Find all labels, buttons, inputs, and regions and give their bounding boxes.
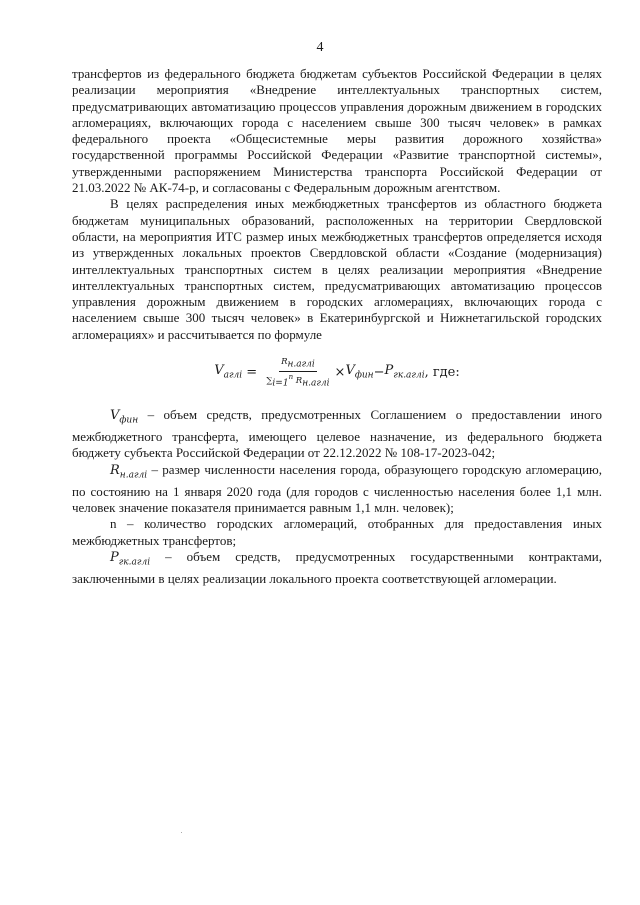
formula-vfin: $V_{фин}$ (345, 362, 374, 381)
formula-p: $P_{гк.аглi}$ (384, 362, 425, 381)
scan-speck (181, 832, 182, 833)
definition-p: $P_{гк.аглi}$ – объем средств, предусмотренных государственными контрактами, заключенными в целях реализации локального проекта соответствующей агломерации. (72, 548, 602, 586)
document-body (72, 66, 602, 587)
formula-tail: , где: (424, 365, 460, 380)
formula-lhs: $V_{аглi}$ (214, 362, 243, 381)
formula-fraction (264, 357, 331, 389)
definition-n: n – количество городских агломераций, отобранных для предоставления иных межбюджетных трансфертов; (72, 516, 602, 548)
definition-vfin: $V_{фин}$ – объем средств, предусмотренных Соглашением о предоставлении иного межбюджетного трансферта, имеющего целевое назначение, из федерального бюджета бюджету субъекта Российской Федерации от 22.12.2022 № 108-17-2023-042; (72, 407, 602, 461)
formula-numerator: $R_{н.аглi}$ (281, 357, 315, 370)
distribution-formula: $V_{аглi}$ = $\frac{R_{н.аглi}}{\sum_{i=1}^n R_{н.аглi}}$ × $V_{фин}$ − $P_{гк.аглi}$ , где: (214, 357, 460, 389)
page-number: 4 (316, 40, 324, 55)
formula-denominator: $\sum_{i=1}^n$ $R_{н.аглi}$ (266, 372, 330, 389)
paragraph-continuation: трансфертов из федерального бюджета бюджетам субъектов Российской Федерации в целях реализации мероприятия «Внедрение интеллектуальных транспортных систем, предусматривающих автоматизацию процессов управления дорожным движением в городских агломерациях, включающих города с населением свыше 300 тысяч человек» в рамках федерального проекта «Общесистемные меры развития дорожного хозяйства» государственной программы Российской Федерации «Развитие транспортной системы», утвержденными распоряжением Министерства транспорта Российской Федерации от 21.03.2022 № АК-74-р, и согласованы с Федеральным дорожным агентством. (72, 66, 602, 196)
definition-r: $R_{н.аглi}$ – размер численности населения города, образующего городскую агломерацию, по состоянию на 1 января 2020 года (для городов с численностью населения более 1,1 млн. человек значение показателя принимается равным 1,1 млн. человек); (72, 461, 602, 515)
paragraph-distribution: В целях распределения иных межбюджетных трансфертов из областного бюджета бюджетам муниципальных образований, расположенных на территории Свердловской области, на мероприятия ИТС размер иных межбюджетных трансфертов определяется исходя из утвержденных локальных проектов Свердловской области «Создание (модернизация) интеллектуальных транспортных систем в целях реализации мероприятия «Внедрение интеллектуальных транспортных систем, предусматривающих автоматизацию процессов управления дорожным движением в городских агломерациях, включающих города с населением свыше 300 тысяч человек» в Екатеринбургской и Нижнетагильской городских агломерациях» и рассчитывается по формуле (72, 196, 602, 342)
